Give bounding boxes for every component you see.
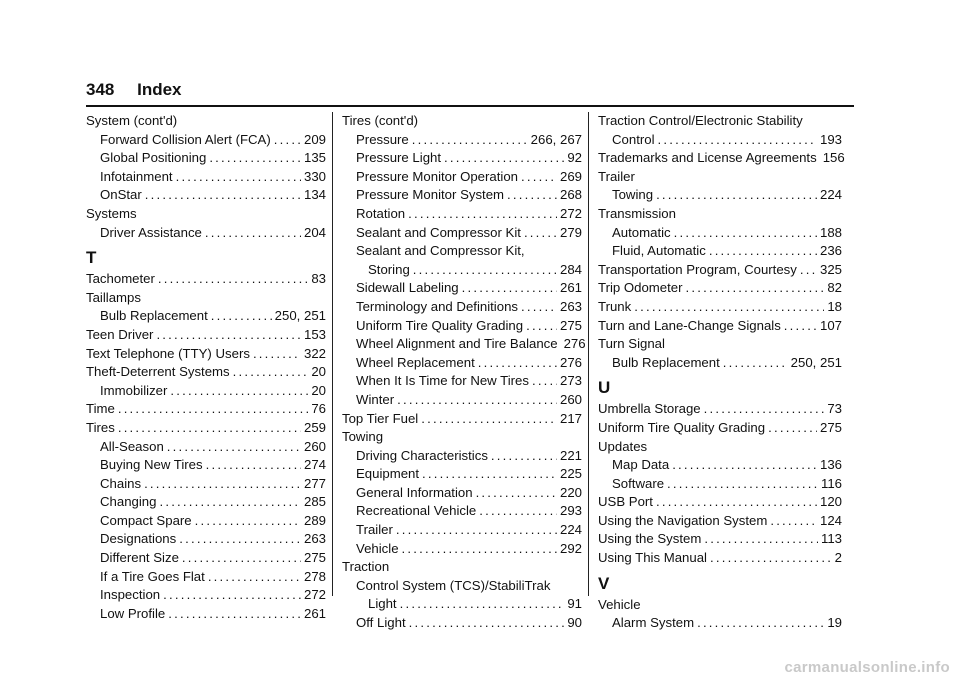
entry-page-number: 284 (559, 261, 582, 277)
entry-label: Uniform Tire Quality Grading (356, 317, 524, 333)
index-entry (598, 614, 842, 633)
entry-page-number: 225 (559, 466, 582, 482)
dot-leader (672, 456, 817, 475)
dot-leader (507, 186, 557, 205)
dot-leader (421, 410, 557, 429)
entry-label: Forward Collision Alert (FCA) (100, 131, 271, 147)
entry-page-number: 73 (827, 401, 842, 417)
index-heading: Taillamps (86, 289, 141, 305)
index-entry (342, 447, 582, 466)
entry-page-number: 221 (559, 447, 582, 463)
entry-label: Low Profile (100, 605, 166, 621)
index-entry (598, 131, 842, 150)
dot-leader (167, 438, 301, 457)
entry-page-number: 273 (559, 373, 582, 389)
index-entry (342, 186, 582, 205)
index-entry (86, 586, 326, 605)
dot-leader (768, 419, 817, 438)
dot-leader (396, 521, 557, 540)
dot-leader (397, 391, 557, 410)
index-entry (598, 279, 842, 298)
dot-leader (462, 279, 557, 298)
index-entry (598, 317, 842, 336)
section-letter: V (598, 573, 610, 593)
index-heading: Sealant and Compressor Kit, (356, 243, 525, 259)
entry-label: Different Size (100, 550, 179, 566)
dot-leader (233, 363, 309, 382)
dot-leader (532, 372, 557, 391)
index-entry (598, 261, 842, 280)
entry-page-number: 275 (819, 419, 842, 435)
entry-label: Trunk (598, 298, 632, 314)
dot-leader (634, 298, 824, 317)
entry-page-number: 259 (303, 419, 326, 435)
dot-leader (412, 131, 528, 150)
dot-leader (118, 419, 301, 438)
dot-leader (697, 614, 824, 633)
index-entry (342, 261, 582, 280)
entry-label: USB Port (598, 494, 653, 510)
entry-label: Trademarks and License Agreements (598, 150, 817, 166)
index-heading: Transmission (598, 205, 676, 221)
entry-label: Equipment (356, 466, 420, 482)
index-entry (598, 149, 845, 168)
entry-label: Time (86, 401, 115, 417)
entry-label: Pressure Light (356, 150, 442, 166)
entry-page-number: 224 (819, 187, 842, 203)
entry-page-number: 275 (559, 317, 582, 333)
entry-label: Tachometer (86, 271, 155, 287)
page-number: 348 (86, 80, 115, 99)
entry-label: Recreational Vehicle (356, 503, 477, 519)
dot-leader (402, 540, 557, 559)
dot-leader (163, 586, 301, 605)
dot-leader (667, 475, 818, 494)
entry-label: Top Tier Fuel (342, 410, 419, 426)
dot-leader (476, 484, 557, 503)
column-divider (332, 112, 333, 596)
index-entry (598, 493, 842, 512)
entry-label: Pressure Monitor Operation (356, 168, 518, 184)
index-entry (86, 224, 326, 243)
dot-leader (704, 530, 818, 549)
index-entry (342, 410, 582, 429)
entry-label: Rotation (356, 205, 406, 221)
entry-page-number: 134 (303, 187, 326, 203)
index-entry (342, 149, 582, 168)
entry-label: Control (612, 131, 655, 147)
header-rule (86, 105, 854, 107)
index-entry (342, 502, 582, 521)
index-column-2 (342, 112, 586, 633)
entry-label: Wheel Replacement (356, 354, 475, 370)
index-entry (598, 475, 842, 494)
entry-page-number: 20 (311, 364, 326, 380)
entry-label: Fluid, Automatic (612, 243, 706, 259)
entry-page-number: 260 (559, 391, 582, 407)
index-heading: Systems (86, 205, 137, 221)
entry-page-number: 113 (820, 531, 842, 547)
dot-leader (674, 224, 817, 243)
entry-page-number: 124 (819, 512, 842, 528)
index-entry (598, 242, 842, 261)
entry-page-number: 19 (827, 615, 842, 631)
dot-leader (179, 530, 301, 549)
entry-label: Inspection (100, 587, 161, 603)
index-entry (342, 298, 582, 317)
dot-leader (479, 502, 557, 521)
entry-page-number: 2 (834, 550, 842, 566)
index-entry (342, 391, 582, 410)
entry-page-number: 272 (303, 587, 326, 603)
entry-page-number: 278 (303, 568, 326, 584)
index-entry (342, 131, 582, 150)
entry-label: Transportation Program, Courtesy (598, 261, 797, 277)
dot-leader (408, 205, 557, 224)
entry-page-number: 18 (827, 298, 842, 314)
index-entry (86, 568, 326, 587)
entry-page-number: 120 (819, 494, 842, 510)
entry-page-number: 272 (559, 205, 582, 221)
index-entry (86, 186, 326, 205)
entry-page-number: 261 (303, 605, 326, 621)
dot-leader (170, 382, 308, 401)
index-entry (342, 521, 582, 540)
entry-page-number: 285 (303, 494, 326, 510)
entry-label: Theft-Deterrent Systems (86, 364, 230, 380)
index-heading: Updates (598, 438, 648, 454)
entry-page-number: 276 (559, 354, 582, 370)
dot-leader (158, 270, 308, 289)
index-entry (86, 382, 326, 401)
entry-label: Sealant and Compressor Kit (356, 224, 521, 240)
index-entry (86, 530, 326, 549)
dot-leader (770, 512, 817, 531)
index-entry (86, 512, 326, 531)
index-entry (342, 465, 582, 484)
index-entry (342, 614, 582, 633)
index-entry (86, 363, 326, 382)
entry-label: Using the Navigation System (598, 512, 768, 528)
dot-leader (422, 465, 557, 484)
index-entry (598, 530, 842, 549)
entry-page-number: 279 (559, 224, 582, 240)
entry-page-number: 292 (559, 540, 582, 556)
entry-label: When It Is Time for New Tires (356, 373, 529, 389)
index-entry (598, 298, 842, 317)
index-entry (342, 335, 586, 354)
entry-label: All-Season (100, 438, 164, 454)
page-header (86, 80, 182, 100)
entry-label: Pressure (356, 131, 409, 147)
entry-page-number: 153 (303, 326, 326, 342)
entry-label: Buying New Tires (100, 457, 203, 473)
index-entry (342, 279, 582, 298)
entry-page-number: 209 (303, 131, 326, 147)
entry-label: Uniform Tire Quality Grading (598, 419, 766, 435)
entry-page-number: 250, 251 (790, 354, 842, 370)
entry-label: Using This Manual (598, 550, 707, 566)
section-letter: U (598, 378, 611, 398)
entry-label: Map Data (612, 457, 670, 473)
index-entry (86, 475, 326, 494)
dot-leader (478, 354, 557, 373)
entry-label: Bulb Replacement (612, 354, 720, 370)
dot-leader (704, 400, 825, 419)
entry-page-number: 188 (819, 224, 842, 240)
index-entry (342, 224, 582, 243)
dot-leader (800, 261, 817, 280)
entry-page-number: 92 (567, 150, 582, 166)
index-entry (598, 549, 842, 568)
column-divider (588, 112, 589, 596)
index-entry (342, 317, 582, 336)
entry-page-number: 193 (819, 131, 842, 147)
dot-leader (145, 186, 301, 205)
entry-label: Bulb Replacement (100, 308, 208, 324)
entry-label: Vehicle (356, 540, 399, 556)
dot-leader (206, 456, 301, 475)
index-entry (598, 512, 842, 531)
index-heading: Turn Signal (598, 336, 665, 352)
entry-label: Storing (368, 261, 410, 277)
entry-label: Sidewall Labeling (356, 280, 459, 296)
page-title: Index (137, 80, 182, 99)
entry-page-number: 83 (311, 271, 326, 287)
entry-label: Off Light (356, 615, 406, 631)
entry-page-number: 107 (819, 317, 842, 333)
entry-label: Wheel Alignment and Tire Balance (356, 336, 558, 352)
watermark: carmanualsonline.info (784, 659, 950, 676)
entry-page-number: 236 (819, 243, 842, 259)
entry-label: Pressure Monitor System (356, 187, 505, 203)
index-heading: System (cont'd) (86, 113, 178, 128)
index-entry (86, 168, 326, 187)
entry-label: Compact Spare (100, 512, 192, 528)
dot-leader (195, 512, 301, 531)
entry-page-number: 76 (311, 401, 326, 417)
dot-leader (491, 447, 557, 466)
entry-label: Alarm System (612, 615, 695, 631)
index-entry (86, 419, 326, 438)
dot-leader (156, 326, 301, 345)
dot-leader (409, 614, 565, 633)
index-entry (342, 168, 582, 187)
entry-page-number: 277 (303, 475, 326, 491)
entry-page-number: 20 (311, 382, 326, 398)
index-entry (342, 540, 582, 559)
entry-label: Light (368, 596, 397, 612)
index-entry (86, 400, 326, 419)
dot-leader (723, 354, 788, 373)
dot-leader (413, 261, 557, 280)
dot-leader (159, 493, 301, 512)
entry-label: Turn and Lane-Change Signals (598, 317, 781, 333)
dot-leader (400, 595, 565, 614)
section-letter: T (86, 248, 97, 268)
index-entry (86, 307, 326, 326)
entry-label: Trailer (356, 522, 393, 538)
entry-label: Teen Driver (86, 326, 154, 342)
entry-label: Global Positioning (100, 150, 207, 166)
index-entry (86, 549, 326, 568)
entry-label: Changing (100, 494, 157, 510)
entry-page-number: 263 (559, 298, 582, 314)
index-entry (86, 605, 326, 624)
dot-leader (168, 605, 301, 624)
dot-leader (784, 317, 817, 336)
dot-leader (521, 298, 557, 317)
entry-page-number: 325 (819, 261, 842, 277)
index-entry (86, 131, 326, 150)
entry-label: If a Tire Goes Flat (100, 568, 205, 584)
dot-leader (686, 279, 825, 298)
entry-page-number: 330 (303, 168, 326, 184)
entry-page-number: 266, 267 (530, 131, 582, 147)
entry-page-number: 322 (303, 345, 326, 361)
index-entry (342, 205, 582, 224)
entry-page-number: 90 (567, 615, 582, 631)
index-entry (342, 372, 582, 391)
dot-leader (118, 400, 309, 419)
entry-label: Driver Assistance (100, 224, 202, 240)
entry-label: Infotainment (100, 168, 173, 184)
index-entry (342, 354, 582, 373)
dot-leader (205, 224, 301, 243)
entry-label: OnStar (100, 187, 142, 203)
entry-page-number: 260 (303, 438, 326, 454)
dot-leader (656, 493, 817, 512)
entry-page-number: 276 (563, 336, 586, 352)
index-entry (342, 484, 582, 503)
index-heading: Trailer (598, 168, 635, 184)
index-column-1 (86, 112, 326, 623)
index-entry (86, 456, 326, 475)
entry-label: Trip Odometer (598, 280, 683, 296)
entry-page-number: 224 (559, 522, 582, 538)
entry-label: Terminology and Definitions (356, 298, 518, 314)
index-entry (86, 438, 326, 457)
entry-label: Automatic (612, 224, 671, 240)
dot-leader (182, 549, 301, 568)
index-entry (86, 345, 326, 364)
index-column-3 (598, 112, 845, 633)
index-entry (598, 224, 842, 243)
index-heading: Vehicle (598, 596, 641, 612)
dot-leader (176, 168, 301, 187)
dot-leader (444, 149, 564, 168)
entry-page-number: 204 (303, 224, 326, 240)
index-entry (342, 595, 582, 614)
dot-leader (144, 475, 301, 494)
dot-leader (709, 242, 817, 261)
dot-leader (710, 549, 832, 568)
dot-leader (209, 149, 301, 168)
entry-label: Umbrella Storage (598, 401, 701, 417)
dot-leader (658, 131, 817, 150)
dot-leader (253, 345, 301, 364)
entry-page-number: 156 (822, 150, 845, 166)
index-entry (86, 149, 326, 168)
index-entry (598, 400, 842, 419)
entry-page-number: 275 (303, 550, 326, 566)
entry-page-number: 82 (827, 280, 842, 296)
entry-page-number: 268 (559, 187, 582, 203)
dot-leader (524, 224, 557, 243)
index-entry (598, 419, 842, 438)
index-entry (86, 493, 326, 512)
entry-label: Designations (100, 531, 177, 547)
entry-label: Towing (612, 187, 654, 203)
dot-leader (521, 168, 557, 187)
entry-page-number: 91 (567, 596, 582, 612)
entry-label: General Information (356, 484, 473, 500)
index-entry (598, 186, 842, 205)
index-heading: Traction Control/Electronic Stability (598, 113, 803, 128)
entry-page-number: 269 (559, 168, 582, 184)
index-heading: Towing (342, 429, 384, 445)
entry-page-number: 220 (559, 484, 582, 500)
dot-leader (211, 307, 272, 326)
entry-page-number: 217 (559, 410, 582, 426)
dot-leader (274, 131, 301, 150)
entry-label: Text Telephone (TTY) Users (86, 345, 250, 361)
index-entry (598, 456, 842, 475)
entry-label: Driving Characteristics (356, 447, 488, 463)
entry-page-number: 274 (303, 457, 326, 473)
entry-page-number: 250, 251 (274, 308, 326, 324)
dot-leader (526, 317, 557, 336)
entry-page-number: 293 (559, 503, 582, 519)
entry-page-number: 136 (819, 457, 842, 473)
dot-leader (208, 568, 301, 587)
entry-label: Software (612, 475, 665, 491)
index-entry (86, 326, 326, 345)
entry-page-number: 261 (559, 280, 582, 296)
entry-label: Immobilizer (100, 382, 168, 398)
index-heading: Control System (TCS)/StabiliTrak (356, 577, 551, 593)
entry-page-number: 263 (303, 531, 326, 547)
entry-label: Tires (86, 419, 115, 435)
entry-page-number: 116 (820, 475, 842, 491)
entry-label: Winter (356, 391, 395, 407)
index-heading: Tires (cont'd) (342, 113, 419, 128)
dot-leader (656, 186, 817, 205)
index-entry (86, 270, 326, 289)
index-entry (598, 354, 842, 373)
entry-label: Using the System (598, 531, 702, 547)
entry-page-number: 135 (303, 150, 326, 166)
entry-label: Chains (100, 475, 142, 491)
index-heading: Traction (342, 559, 390, 575)
entry-page-number: 289 (303, 512, 326, 528)
